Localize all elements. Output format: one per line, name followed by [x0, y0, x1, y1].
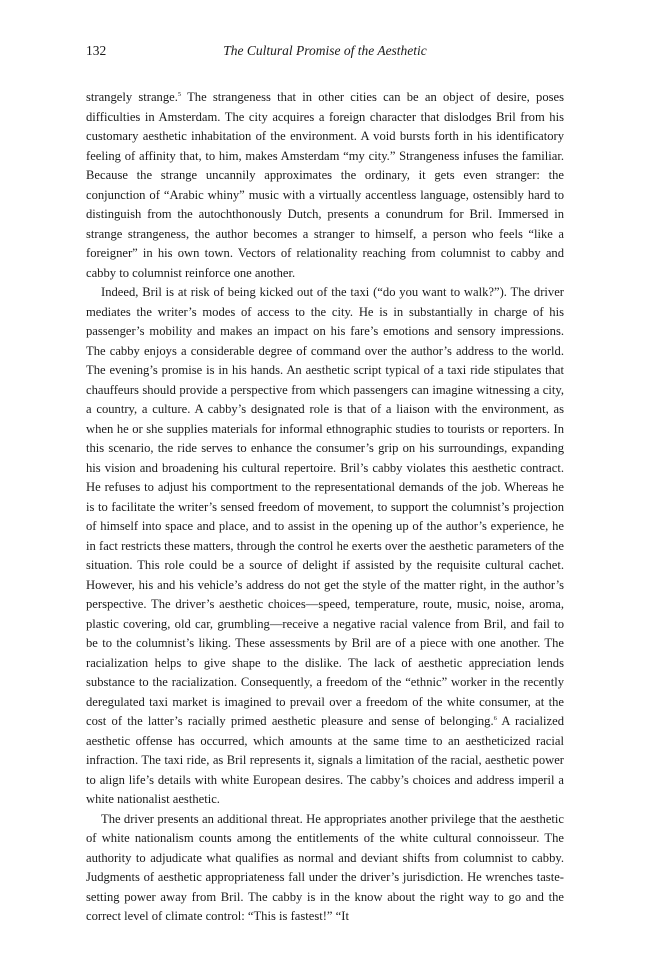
paragraph-text: The strangeness that in other cities can be an object of desire, poses difficulties in Amsterdam. The city acquires a foreign character that dislodges Bril from his customary aesthetic inhabitation of the environment. A void bursts forth in his identificatory feeling of affinity that, to him, makes Amsterdam “my city.” Strangeness infuses the familiar. Because the strange uncannily approximates the ordinary, it gets even stranger: the conjunction of “Arabic whiny” music with a virtually accentless language, ostensibly hard to distinguish from the autochthonously Dutch, presents a conundrum for Bril. Immersed in strange strangeness, the author becomes a stranger to himself, a person who feels “like a foreigner” in his own town. Vectors of relationality reaching from columnist to cabby and cabby to columnist reinforce one another.	[86, 90, 565, 280]
paragraph-text: A racialized aesthetic offense has occurred, which amounts at the same time to an aestheticized racial infraction. The taxi ride, as Bril represents it, signals a limitation of the racial, aesthetic power to align life’s details with white European desires. The cabby’s choices and address imperil a white nationalist aesthetic.	[86, 714, 564, 806]
footnote-marker[interactable]: 5	[177, 91, 182, 98]
paragraph	[86, 283, 564, 810]
body-text	[86, 88, 564, 927]
page-number: 132	[86, 43, 107, 58]
paragraph	[86, 88, 564, 283]
paragraph-text: Indeed, Bril is at risk of being kicked out of the taxi (“do you want to walk?”). The driver mediates the writer’s modes of access to the city. He is in substantially in charge of his passenger’s mobility and makes an impact on his fare’s emotions and sensory impressions. The cabby enjoys a considerable degree of command over the author’s address to the world. The evening’s promise is in his hands. An aesthetic script typical of a taxi ride stipulates that chauffeurs should provide a perspective from which passengers can imagine witnessing a city, a country, a culture. A cabby’s designated role is that of a liaison with the environment, as when he or she supplies materials for informal ethnographic studies to tourists or reporters. In this scenario, the ride serves to enhance the consumer’s grip on his surroundings, expanding his vision and broadening his cultural repertoire. Bril’s cabby violates this aesthetic contract. He refuses to adjust his comportment to the representational demands of the job. Whereas he is to facilitate the writer’s sensed freedom of movement, to support the columnist’s projection of himself into space and place, and to assist in the opening up of the author’s experience, he in fact restricts these matters, through the control he exerts over the aesthetic parameters of the situation. This role could be a source of delight if assisted by the requisite cultural cachet. However, his and his vehicle’s address do not get the style of the matter right, in the author’s perspective. The driver’s aesthetic choices—speed, temperature, route, music, noise, aroma, plastic covering, old car, grumbling—receive a negative racial valence from Bril, and fail to be to the columnist’s liking. These assessments by Bril are of a piece with one another. The racialization helps to give shape to the dislike. The lack of aesthetic appreciation lends substance to the racialization. Consequently, a freedom of the “ethnic” worker in the recently deregulated taxi market is imagined to prevail over a freedom of the white consumer, at the cost of the latter’s racially primed aesthetic pleasure and sense of belonging.	[86, 285, 564, 728]
page-header	[86, 43, 564, 63]
paragraph-text: strangely strange.	[86, 90, 178, 104]
running-head: The Cultural Promise of the Aesthetic	[223, 43, 427, 58]
paragraph-text: The driver presents an additional threat. He appropriates another privilege that the aesthetic of white nationalism counts among the entitlements of the white cultural connoisseur. The authority to adjudicate what qualifies as normal and deviant shifts from columnist to cabby. Judgments of aesthetic appropriateness fall under the driver’s jurisdiction. He wrenches taste-setting power away from Bril. The cabby is in the know about the right way to go and the correct level of climate control: “This is fastest!” “It	[86, 811, 564, 923]
paragraph	[86, 810, 564, 927]
footnote-marker[interactable]: 6	[493, 715, 497, 722]
